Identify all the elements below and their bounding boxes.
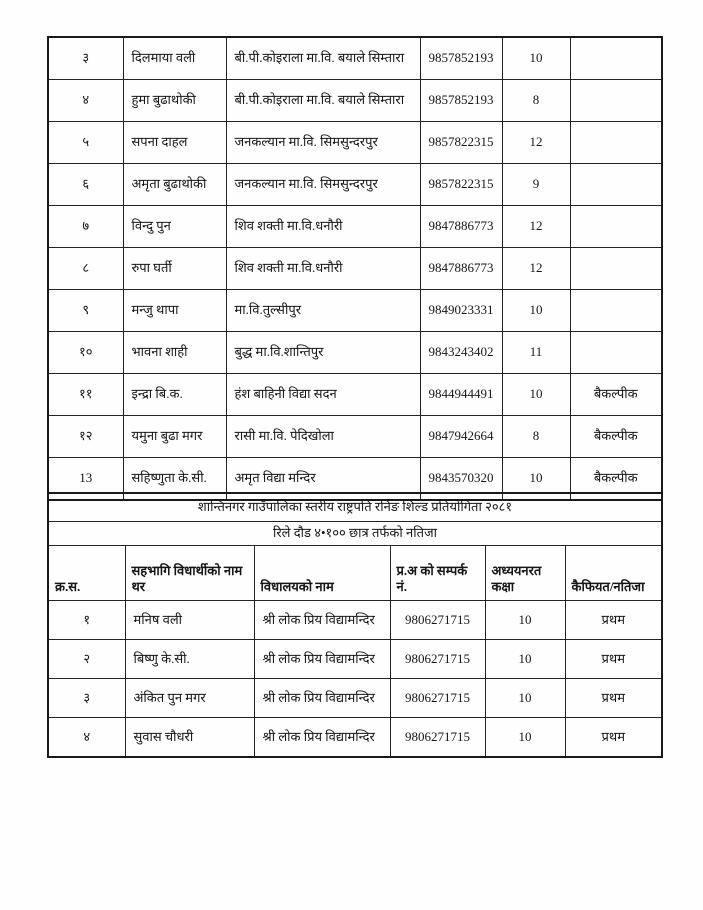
cell-sn: २ [48,640,125,679]
cell-sn: ४ [48,718,125,758]
cell-remark [570,332,662,374]
cell-class: 8 [502,80,570,122]
cell-name: यमुना बुढा मगर [123,416,226,458]
cell-sn: ३ [48,37,123,80]
cell-sn: ९ [48,290,123,332]
cell-class: 10 [485,718,565,758]
cell-class: 12 [502,248,570,290]
relay-table-subtitle: रिले दौड ४•१०० छात्र तर्फको नतिजा [48,522,662,546]
cell-phone: 9847942664 [420,416,502,458]
header-remarks-result: कैफियत/नतिजा [565,546,662,601]
cell-sn: ४ [48,80,123,122]
cell-remark: बैकल्पीक [570,458,662,501]
cell-phone: 9857852193 [420,80,502,122]
cell-phone: 9844944491 [420,374,502,416]
table-row [48,640,662,679]
cell-sn: ७ [48,206,123,248]
cell-phone: 9847886773 [420,248,502,290]
results-table-relay-body [48,601,662,758]
cell-remark: प्रथम [565,679,662,718]
cell-remark: बैकल्पीक [570,374,662,416]
cell-school: मा.वि.तुल्सीपुर [226,290,420,332]
cell-sn: ११ [48,374,123,416]
header-school-name: विधालयको नाम [254,546,390,601]
cell-name: इन्द्रा बि.क. [123,374,226,416]
relay-table-title: शान्तिनगर गाउँपालिका स्तरीय राष्ट्रपति रनिङ शिल्ड प्रतियोगिता २०८१ [48,493,662,522]
cell-phone: 9857852193 [420,37,502,80]
cell-remark: बैकल्पीक [570,416,662,458]
cell-phone: 9857822315 [420,164,502,206]
cell-school: श्री लोक प्रिय विद्यामन्दिर [254,601,390,640]
relay-table-title-row [48,493,662,522]
cell-class: 10 [502,374,570,416]
results-table-upper-body [48,37,662,500]
cell-phone: 9806271715 [390,679,485,718]
cell-school: बुद्ध मा.वि.शान्तिपुर [226,332,420,374]
cell-remark: प्रथम [565,601,662,640]
table-row [48,164,662,206]
cell-name: अंकित पुन मगर [125,679,254,718]
cell-class: 10 [502,458,570,501]
cell-name: दिलमाया वली [123,37,226,80]
relay-table-header-row [48,546,662,601]
cell-school: श्री लोक प्रिय विद्यामन्दिर [254,679,390,718]
table-row [48,374,662,416]
table-row [48,416,662,458]
cell-name: हुमा बुढाथोकी [123,80,226,122]
table-row [48,206,662,248]
cell-phone: 9847886773 [420,206,502,248]
cell-phone: 9806271715 [390,601,485,640]
table-row [48,122,662,164]
cell-remark: प्रथम [565,640,662,679]
cell-remark [570,37,662,80]
cell-sn: ५ [48,122,123,164]
results-table-relay [47,492,663,758]
cell-name: बिष्णु के.सी. [125,640,254,679]
cell-phone: 9843243402 [420,332,502,374]
cell-class: 10 [485,640,565,679]
header-serial-number: क्र.स. [48,546,125,601]
results-table-upper [47,36,663,501]
cell-sn: १ [48,601,125,640]
cell-sn: १० [48,332,123,374]
cell-name: सपना दाहल [123,122,226,164]
cell-class: 9 [502,164,570,206]
cell-name: विन्दु पुन [123,206,226,248]
cell-school: शिव शक्ती मा.वि.धनौरी [226,248,420,290]
cell-class: 12 [502,206,570,248]
cell-name: अमृता बुढाथोकी [123,164,226,206]
cell-phone: 9806271715 [390,718,485,758]
cell-school: अमृत विद्या मन्दिर [226,458,420,501]
cell-class: 10 [485,679,565,718]
cell-school: जनकल्यान मा.वि. सिमसुन्दरपुर [226,122,420,164]
cell-remark [570,80,662,122]
relay-table-subtitle-row [48,522,662,546]
cell-school: जनकल्यान मा.वि. सिमसुन्दरपुर [226,164,420,206]
cell-school: शिव शक्ती मा.वि.धनौरी [226,206,420,248]
cell-remark [570,206,662,248]
table-row [48,679,662,718]
cell-class: 10 [485,601,565,640]
cell-sn: १२ [48,416,123,458]
cell-name: सुवास चौधरी [125,718,254,758]
table-row [48,601,662,640]
table-row [48,80,662,122]
cell-sn: ६ [48,164,123,206]
cell-remark [570,290,662,332]
table-row [48,718,662,758]
cell-remark [570,122,662,164]
header-contact-number: प्र.अ को सम्पर्क नं. [390,546,485,601]
cell-name: मन्जु थापा [123,290,226,332]
cell-class: 8 [502,416,570,458]
cell-school: श्री लोक प्रिय विद्यामन्दिर [254,640,390,679]
cell-remark [570,164,662,206]
cell-phone: 9843570320 [420,458,502,501]
cell-remark [570,248,662,290]
cell-name: मनिष वली [125,601,254,640]
cell-class: 12 [502,122,570,164]
cell-sn: 13 [48,458,123,501]
table-row [48,248,662,290]
cell-phone: 9806271715 [390,640,485,679]
cell-sn: ८ [48,248,123,290]
cell-name: सहिष्णुता के.सी. [123,458,226,501]
table-row [48,332,662,374]
cell-school: श्री लोक प्रिय विद्यामन्दिर [254,718,390,758]
cell-class: 10 [502,290,570,332]
cell-class: 11 [502,332,570,374]
cell-remark: प्रथम [565,718,662,758]
table-row [48,290,662,332]
header-student-name: सहभागि विधार्थीको नाम थर [125,546,254,601]
cell-phone: 9857822315 [420,122,502,164]
header-class: अध्ययनरत कक्षा [485,546,565,601]
cell-school: बी.पी.कोइराला मा.वि. बयाले सिम्तारा [226,80,420,122]
cell-school: बी.पी.कोइराला मा.वि. बयाले सिम्तारा [226,37,420,80]
cell-name: रुपा घर्ती [123,248,226,290]
cell-school: रासी मा.वि. पेदिखोला [226,416,420,458]
cell-school: हंश बाहिनी विद्या सदन [226,374,420,416]
cell-phone: 9849023331 [420,290,502,332]
table-row [48,37,662,80]
cell-name: भावना शाही [123,332,226,374]
cell-class: 10 [502,37,570,80]
cell-sn: ३ [48,679,125,718]
